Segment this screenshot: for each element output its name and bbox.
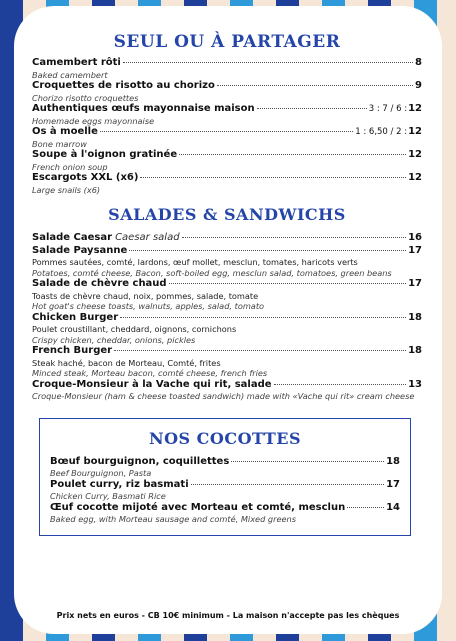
menu-item-row (50, 456, 400, 469)
dish-translation: Minced steak, Morteau bacon, comté cheese, french fries (32, 368, 268, 378)
menu-item-row (32, 345, 422, 358)
menu-item (32, 245, 422, 279)
dot-leader (347, 507, 384, 508)
menu-item-row (32, 103, 422, 116)
menu-item (32, 345, 422, 379)
dot-leader (257, 108, 367, 109)
dish-price: 12 (408, 172, 422, 183)
dish-name: Chicken Burger (32, 311, 119, 323)
dish-price: 12 (408, 126, 422, 137)
dish-price: 16 (408, 232, 422, 243)
dish-price: 18 (386, 455, 400, 467)
dot-leader (191, 484, 384, 485)
dish-translation: Hot goat's cheese toasts, walnuts, apples, salad, tomato (32, 301, 265, 311)
dish-description: Toasts de chèvre chaud, noix, pommes, salade, tomate (32, 290, 259, 301)
menu-item-row (32, 57, 422, 70)
dot-leader (114, 350, 406, 351)
dish-name: Salade Paysanne (32, 244, 128, 256)
menu-item (32, 379, 422, 402)
section-title-share: SEUL OU À PARTAGER (113, 32, 341, 52)
menu-item (50, 479, 400, 502)
dish-translation: Baked camembert (32, 69, 108, 80)
dish-price: 14 (386, 501, 400, 513)
footer-note: Prix nets en euros - CB 10€ minimum - La maison n'accepte pas les chèques (56, 611, 400, 620)
menu-list-salads (32, 232, 422, 402)
menu-item-row (32, 278, 422, 291)
menu-item-row (50, 479, 400, 492)
dish-description: Poulet croustillant, cheddard, oignons, cornichons (32, 324, 237, 334)
dot-leader (182, 237, 407, 238)
dish-translation: French onion soup (32, 161, 108, 172)
menu-item-row (32, 312, 422, 325)
menu-item (32, 57, 422, 80)
dish-price: 12 (408, 103, 422, 114)
cocottes-box (39, 418, 411, 536)
dish-translation: Chicken Curry, Basmati Rice (50, 491, 166, 501)
dot-leader (231, 461, 384, 462)
dish-price: 17 (408, 244, 422, 256)
dot-leader (140, 177, 406, 178)
menu-item (32, 80, 422, 103)
menu-item (32, 172, 422, 195)
dot-leader (123, 62, 413, 63)
dish-price: 9 (415, 80, 422, 91)
menu-item (32, 312, 422, 346)
dish-translation: Potatoes, comté cheese, Bacon, soft-boiled egg, mesclun salad, tomatoes, green beans (32, 267, 392, 278)
dish-translation: Beef Bourguignon, Pasta (50, 468, 152, 478)
menu-item-row (32, 172, 422, 185)
dot-leader (217, 85, 413, 86)
dish-price: 17 (408, 278, 422, 289)
dish-name: Authentiques œufs mayonnaise maison (32, 103, 255, 114)
dish-name: Escargots XXL (x6) (32, 172, 139, 183)
menu-item-row (32, 126, 422, 139)
menu-item-row (32, 379, 422, 392)
dish-price: 8 (415, 57, 422, 68)
dish-price: 18 (408, 345, 422, 356)
menu-list-cocottes (50, 456, 400, 525)
dot-leader (100, 131, 353, 132)
dish-description: Steak haché, bacon de Morteau, Comté, frites (32, 357, 221, 368)
menu-item-row (32, 245, 422, 258)
menu-item (32, 149, 422, 172)
dot-leader (129, 250, 406, 251)
dish-name: Bœuf bourguignon, coquillettes (50, 455, 230, 467)
dish-name: Croque-Monsieur à la Vache qui rit, salade (32, 378, 272, 390)
dish-translation: Caesar salad (115, 232, 180, 243)
dish-name: Os à moelle (32, 126, 98, 137)
menu-item-row (32, 232, 422, 245)
dish-translation: Chorizo risotto croquettes (32, 92, 139, 103)
menu-card (14, 6, 442, 634)
dish-name: French Burger (32, 345, 113, 356)
dish-translation: Bone marrow (32, 138, 87, 149)
dish-translation: Baked egg, with Morteau sausage and comté, Mixed greens (50, 514, 296, 524)
menu-item (50, 456, 400, 479)
dot-leader (179, 154, 406, 155)
section-title-salads: SALADES & SANDWICHS (108, 205, 346, 224)
dish-price: 17 (386, 478, 400, 490)
dish-translation: Crispy chicken, cheddar, onions, pickles (32, 334, 196, 345)
dish-price: 18 (408, 311, 422, 323)
dish-name: Salade Caesar (32, 232, 113, 243)
menu-item-row (50, 502, 400, 515)
dot-leader (120, 317, 406, 318)
dish-portion-options: 1 : 6,50 / 2 : (355, 127, 408, 137)
menu-item-row (32, 149, 422, 162)
menu-list-share (32, 57, 422, 195)
dot-leader (274, 384, 407, 385)
dot-leader (169, 283, 406, 284)
dish-price: 13 (408, 378, 422, 390)
dish-translation: Homemade eggs mayonnaise (32, 115, 155, 126)
dish-description: Pommes sautées, comté, lardons, œuf mollet, mesclun, tomates, haricots verts (32, 257, 358, 267)
dish-name: Œuf cocotte mijoté avec Morteau et comté, mesclun (50, 501, 346, 513)
dish-price: 12 (408, 149, 422, 160)
dish-name: Poulet curry, riz basmati (50, 478, 189, 490)
menu-item-row (32, 80, 422, 93)
dish-translation: Large snails (x6) (32, 184, 101, 195)
menu-item (32, 126, 422, 149)
dish-translation: Croque-Monsieur (ham & cheese toasted sandwich) made with «Vache qui rit» cream cheese (32, 391, 415, 401)
menu-item (32, 232, 422, 245)
section-title-cocottes: NOS COCOTTES (148, 428, 302, 448)
dish-portion-options: 3 : 7 / 6 : (368, 104, 408, 114)
menu-item (32, 103, 422, 126)
dish-name: Soupe à l'oignon gratinée (32, 149, 178, 160)
menu-item (50, 502, 400, 525)
menu-item (32, 278, 422, 312)
dish-name: Salade de chèvre chaud (32, 278, 167, 289)
dish-name: Croquettes de risotto au chorizo (32, 80, 215, 91)
dish-name: Camembert rôti (32, 57, 121, 68)
